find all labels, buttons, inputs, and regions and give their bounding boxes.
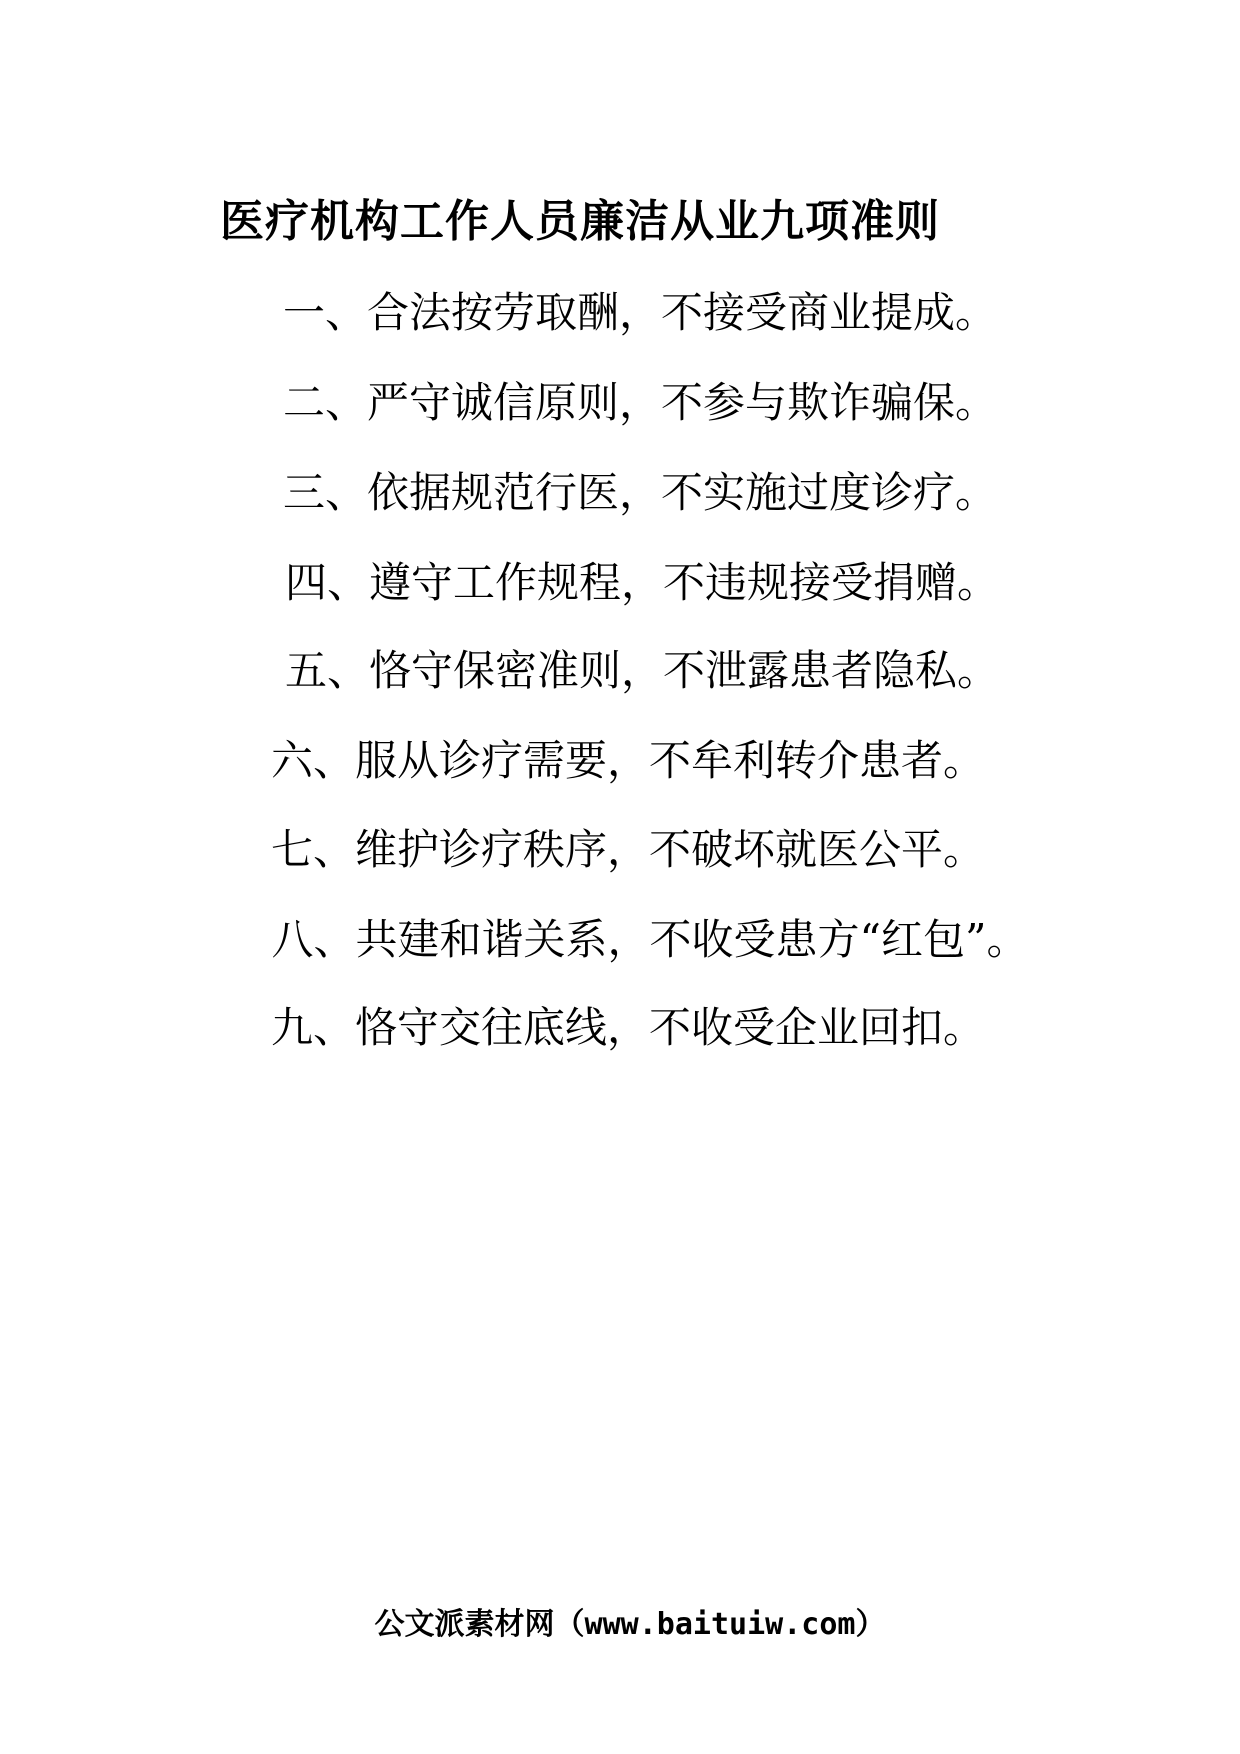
rule-item-6: 六、服从诊疗需要，不牟利转介患者。	[270, 736, 985, 785]
footer-url: （www.baituiw.com）	[554, 1607, 886, 1642]
rule-item-5: 五、恪守保密准则，不泄露患者隐私。	[284, 646, 999, 695]
document-title: 医疗机构工作人员廉洁从业九项准则	[220, 196, 940, 247]
footer-source	[10, 1605, 1240, 1645]
rule-item-3: 三、依据规范行医，不实施过度诊疗。	[282, 468, 997, 517]
rule-item-2: 二、严守诚信原则，不参与欺诈骗保。	[282, 378, 997, 427]
rule-item-7: 七、维护诊疗秩序，不破坏就医公平。	[270, 825, 985, 874]
rule-item-8: 八、共建和谐关系，不收受患方“红包”。	[271, 915, 1029, 964]
rule-item-1: 一、合法按劳取酬，不接受商业提成。	[282, 288, 997, 337]
footer-site-name: 公文派素材网	[374, 1607, 555, 1642]
rule-item-9: 九、恪守交往底线，不收受企业回扣。	[270, 1003, 985, 1052]
rule-item-4: 四、遵守工作规程，不违规接受捐赠。	[284, 558, 999, 607]
